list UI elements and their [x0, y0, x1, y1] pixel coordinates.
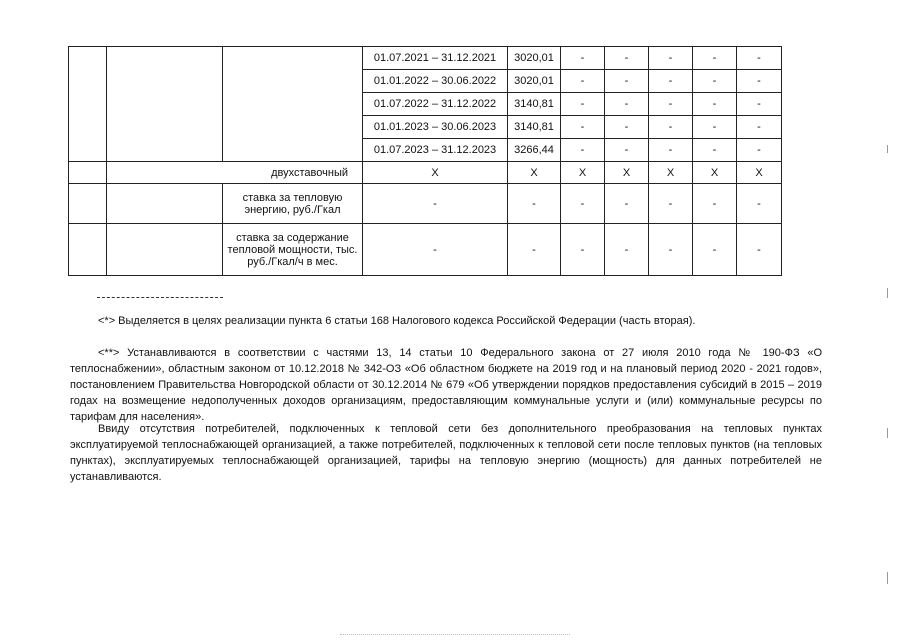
empty-cell — [69, 224, 107, 276]
dash-cell: - — [693, 47, 737, 70]
table-row — [69, 47, 782, 70]
footnote-separator — [97, 297, 223, 298]
scan-mark — [887, 145, 888, 153]
tariff-value-cell: 3140,81 — [508, 116, 561, 139]
x-cell: X — [508, 162, 561, 184]
dash-cell: - — [605, 184, 649, 224]
dash-cell: - — [363, 184, 508, 224]
dash-cell: - — [737, 70, 782, 93]
dash-cell: - — [363, 224, 508, 276]
footnote-population-tariff: <**> Устанавливаются в соответствии с частями 13, 14 статьи 10 Федерального закона от 27 июля 2010 года № 190-ФЗ «О теплоснабжении», областным законом от 10.12.2018 № 342-ОЗ «Об областном бюджете на 2019 год и на плановый период 2020 - 2021 годов», постановлением Правительства Новгородской области от 30.12.2014 № 679 «Об утверждении порядков предоставления субсидий в 2015 – 2019 годах на возмещение недополученных доходов организациям, предоставляющим коммунальные услуги и (или) коммунальные ресурсы по тарифам для населения». — [70, 347, 822, 423]
dash-cell: - — [693, 116, 737, 139]
dash-cell: - — [649, 184, 693, 224]
dash-cell: - — [561, 47, 605, 70]
tariff-value-cell: 3020,01 — [508, 70, 561, 93]
dash-cell: - — [649, 47, 693, 70]
dash-cell: - — [737, 47, 782, 70]
empty-cell — [107, 47, 223, 162]
x-cell: X — [605, 162, 649, 184]
dash-cell: - — [693, 70, 737, 93]
tariff-table — [68, 46, 782, 276]
dash-cell: - — [561, 184, 605, 224]
dash-cell: - — [605, 70, 649, 93]
empty-cell — [223, 47, 363, 162]
dash-cell: - — [605, 116, 649, 139]
body-paragraph: Ввиду отсутствия потребителей, подключенных к тепловой сети без дополнительного преобразования на тепловых пунктах эксплуатируемой теплоснабжающей организацией, а также потребителей, подключенных к тепловой сети после тепловых пунктов (на тепловых пунктах), эксплуатируемых теплоснабжающей организацией, тарифы на тепловую энергию (мощность) для данных потребителей не устанавливаются. — [70, 423, 822, 483]
empty-cell — [69, 47, 107, 162]
period-cell: 01.01.2023 – 30.06.2023 — [363, 116, 508, 139]
table-row-heat-rate — [69, 184, 782, 224]
dash-cell: - — [649, 116, 693, 139]
dash-cell: - — [508, 224, 561, 276]
dash-cell: - — [605, 93, 649, 116]
x-cell: X — [363, 162, 508, 184]
x-cell: X — [693, 162, 737, 184]
dash-cell: - — [508, 184, 561, 224]
dash-cell: - — [561, 93, 605, 116]
period-cell: 01.07.2021 – 31.12.2021 — [363, 47, 508, 70]
dash-cell: - — [649, 139, 693, 162]
scan-mark — [887, 288, 888, 298]
tariff-value-cell: 3266,44 — [508, 139, 561, 162]
dash-cell: - — [561, 70, 605, 93]
x-cell: X — [649, 162, 693, 184]
dash-cell: - — [693, 224, 737, 276]
dash-cell: - — [737, 116, 782, 139]
dash-cell: - — [605, 47, 649, 70]
empty-cell — [107, 224, 223, 276]
footnote-vat: <*> Выделяется в целях реализации пункта 6 статьи 168 Налогового кодекса Российской Федерации (часть вторая). — [98, 315, 696, 327]
dash-cell: - — [737, 184, 782, 224]
x-cell: X — [737, 162, 782, 184]
empty-cell — [107, 184, 223, 224]
dash-cell: - — [605, 139, 649, 162]
dash-cell: - — [561, 139, 605, 162]
tariff-value-cell: 3140,81 — [508, 93, 561, 116]
period-cell: 01.01.2022 – 30.06.2022 — [363, 70, 508, 93]
dash-cell: - — [693, 184, 737, 224]
dash-cell: - — [737, 93, 782, 116]
dash-cell: - — [561, 224, 605, 276]
dash-cell: - — [561, 116, 605, 139]
dash-cell: - — [605, 224, 649, 276]
power-rate-label: ставка за содержание тепловой мощности, тыс. руб./Гкал/ч в мес. — [223, 224, 363, 276]
table-row-power-rate — [69, 224, 782, 276]
tariff-value-cell: 3020,01 — [508, 47, 561, 70]
dash-cell: - — [693, 139, 737, 162]
dash-cell: - — [737, 139, 782, 162]
heat-rate-label: ставка за тепловую энергию, руб./Гкал — [223, 184, 363, 224]
dash-cell: - — [649, 93, 693, 116]
dash-cell: - — [693, 93, 737, 116]
empty-cell — [69, 162, 107, 184]
scan-mark — [340, 634, 570, 636]
scan-mark — [887, 428, 888, 438]
dash-cell: - — [649, 224, 693, 276]
table-row-two-part — [69, 162, 782, 184]
dash-cell: - — [649, 70, 693, 93]
period-cell: 01.07.2022 – 31.12.2022 — [363, 93, 508, 116]
two-part-label: двухставочный — [107, 162, 363, 184]
empty-cell — [69, 184, 107, 224]
period-cell: 01.07.2023 – 31.12.2023 — [363, 139, 508, 162]
x-cell: X — [561, 162, 605, 184]
dash-cell: - — [737, 224, 782, 276]
scan-mark — [887, 572, 888, 584]
